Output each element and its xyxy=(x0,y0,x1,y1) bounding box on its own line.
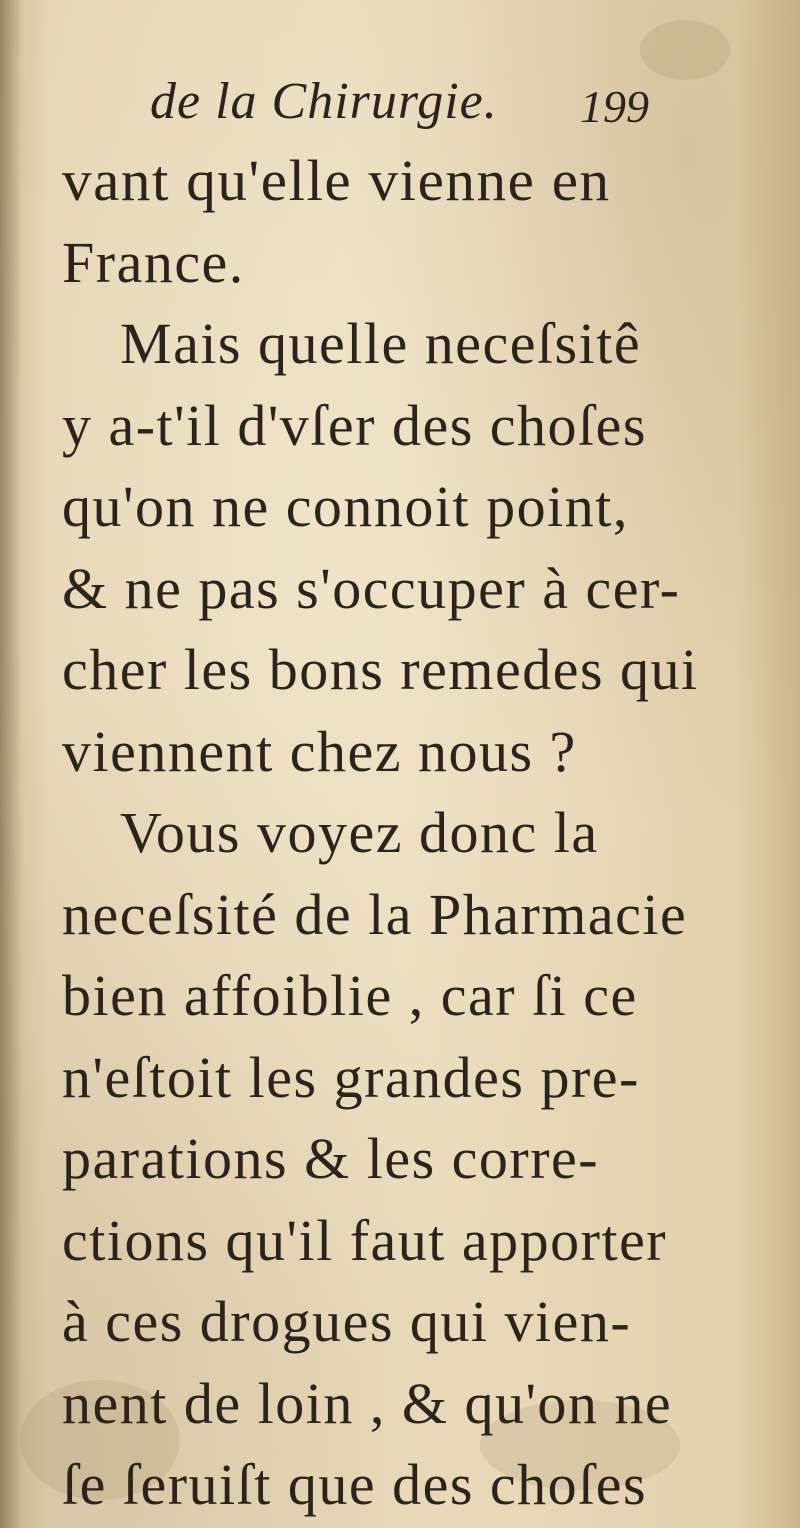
text-line: neceſsité de la Pharmacie xyxy=(62,881,688,947)
text-line: parations & les corre- xyxy=(62,1126,600,1191)
text-line: Mais quelle neceſsitê xyxy=(120,311,642,376)
text-line: à ces drogues qui vien- xyxy=(62,1289,632,1354)
text-line: nent de loin , & qu'on ne xyxy=(62,1370,673,1436)
text-line: ctions qu'il faut apporter xyxy=(62,1207,668,1273)
text-line: y a-t'il d'vſer des choſes xyxy=(62,392,647,458)
text-line: & ne pas s'occuper à cer- xyxy=(62,555,681,621)
paper-stain xyxy=(640,20,730,80)
text-line: viennent chez nous ? xyxy=(62,718,577,784)
text-line: cher les bons remedes qui xyxy=(62,637,699,702)
text-line: France. xyxy=(62,229,245,295)
page-number: 199 xyxy=(580,81,649,132)
text-line: vant qu'elle vienne en xyxy=(62,148,611,213)
page-header xyxy=(150,72,710,142)
binding-shadow xyxy=(0,0,22,1528)
text-line: n'eſtoit les grandes pre- xyxy=(62,1044,640,1110)
text-line: qu'on ne connoit point, xyxy=(62,474,629,539)
text-line: bien affoiblie , car ſi ce xyxy=(62,963,638,1028)
running-title: de la Chirurgie. xyxy=(150,73,498,130)
text-line: Vous voyez donc la xyxy=(120,800,599,865)
text-line: ſe ſeruiſt que des choſes xyxy=(62,1452,648,1517)
body-text xyxy=(62,140,722,1526)
